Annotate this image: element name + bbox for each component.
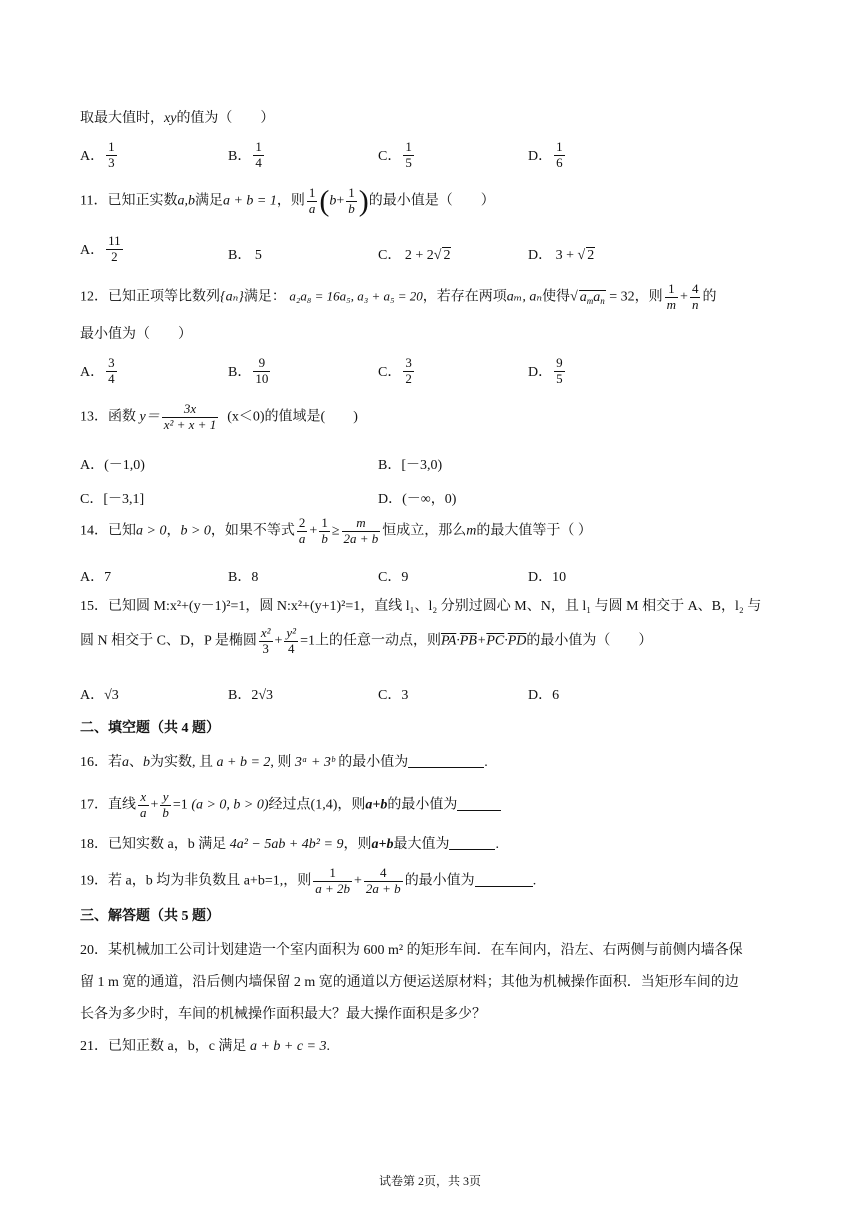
q11-option-d: D． 3 + √ 2	[528, 248, 595, 263]
q14-stem: 14．已知a > 0，b > 0，如果不等式 $\frac{2}{a}$ + $\frac{1}{b}$ ≥ $\frac{m}{2a + b}$ 恒成立，那么m的最大值等于（ ）	[80, 515, 592, 546]
q11-option-b: B． 5	[228, 248, 262, 263]
option-fraction	[253, 356, 270, 387]
q17-stem: 17．直线 $\frac{x}{a}$ + $\frac{y}{b}$ =1 (a > 0, b > 0)经过点(1,4)，则a+b的最小值为	[80, 790, 501, 821]
q15-option-d	[528, 684, 559, 704]
frac-den: x² + x + 1	[163, 416, 217, 432]
q11-frac-1-over-a: $\frac{1}{a}$	[308, 185, 316, 216]
q18-answer-blank[interactable]	[449, 839, 495, 850]
option-label: B．	[228, 248, 252, 263]
q15-line2-c: 的最小值为（ ）	[526, 633, 653, 649]
frac-den: 3	[108, 154, 115, 170]
option-fraction	[403, 356, 414, 387]
option-label: D．	[528, 688, 553, 703]
q14-frac-1-over-b: $\frac{1}{b}$	[321, 515, 328, 546]
q13-cond: (x＜0)的值域是( )	[227, 409, 358, 425]
option-value: 3	[401, 688, 409, 703]
q14-m: m	[466, 523, 477, 539]
frac-num: 3	[108, 355, 115, 370]
q13-option-a: A．(－1,0)	[80, 458, 145, 473]
q14-tail: 恒成立，那么	[382, 523, 467, 539]
q11-vars: a,b	[177, 193, 195, 209]
q21-prefix: 21．已知正数 a，b，c 满足	[80, 1039, 247, 1054]
frac-num: 3	[405, 355, 412, 370]
q21-stem	[80, 1040, 330, 1054]
q15-option-c	[378, 684, 408, 704]
q15-option-a	[80, 684, 119, 704]
option-value: 2√3	[251, 688, 274, 703]
option-fraction	[106, 356, 117, 387]
q17-mid: 经过点	[268, 797, 311, 813]
option-label: A．	[80, 365, 105, 381]
q14-sep: ，	[166, 523, 181, 539]
q15-line2-a: 圆 N 相交于 C、D，P 是椭圆	[80, 633, 257, 649]
q12-terms: aₘ, aₙ	[506, 289, 543, 305]
q12-option-b	[228, 356, 272, 387]
q11-tail: 的最小值是（ ）	[368, 193, 495, 209]
q15-line1: 15．已知圆 M:x²+(y－1)²=1，圆 N:x²+(y+1)²=1，直线 l₁、l₂ 分别过圆心 M、N，且 l₁ 与圆 M 相交于 A、B，l₂ 与	[80, 599, 762, 614]
frac-num: 1	[556, 139, 563, 154]
frac-den: 5	[405, 154, 412, 170]
q11-prefix: 11．已知正实数	[80, 193, 178, 209]
q12-frac-4-over-n: $\frac{4}{n}$	[691, 281, 699, 312]
q19-frac-4: $\frac{4}{2a + b}$	[365, 865, 401, 896]
frac-num: 1	[108, 139, 115, 154]
q12-cond: a₂a₈ = 16a₅, a₃ + a₅ = 20	[289, 288, 423, 304]
q18-prefix: 18．已知实数 a，b 满足	[80, 837, 227, 852]
q18-end: .	[495, 837, 499, 852]
q10-option-a	[80, 140, 119, 171]
q16-stem	[80, 756, 488, 770]
q13-option-d: D．(－∞，0)	[378, 492, 457, 507]
q19-frac-1: $\frac{1}{a + 2b}$	[315, 865, 350, 896]
q20-line1: 20．某机械加工公司计划建造一个室内面积为 600 m² 的矩形车间．在车间内，沿左、右两侧与前侧内墙各保	[80, 943, 743, 958]
q13-fraction	[162, 402, 218, 433]
q16-cond: a + b = 2	[216, 755, 271, 770]
q17-cond: (a > 0, b > 0)	[191, 797, 269, 813]
q14-option-c: C．9	[378, 570, 409, 585]
q10-stem-end: 的值为（ ）	[176, 111, 275, 126]
q16-answer-blank[interactable]	[408, 757, 484, 768]
q18-eq: 4a² − 5ab + 4b² = 9	[229, 837, 344, 852]
q21-end: .	[326, 1039, 330, 1054]
q14-mid: ，如果不等式	[210, 523, 295, 539]
q17-tail: 的最小值为	[387, 797, 458, 813]
q19-answer-blank[interactable]	[475, 876, 533, 887]
q19-end: .	[532, 873, 537, 889]
q17-frac-x-a: $\frac{x}{a}$	[140, 789, 147, 820]
q20-line3: 长各为多少时，车间的机械操作面积最大？最大操作面积是多少？	[80, 1007, 486, 1022]
option-label: C．	[378, 365, 402, 381]
q12-mid2: ，若存在两项	[422, 289, 507, 305]
option-fraction: $\frac{11}{2}$	[108, 233, 121, 264]
q12-option-a	[80, 356, 119, 387]
q16-tail: 的最小值为	[338, 755, 409, 770]
q14-frac-m: $\frac{m}{2a + b}$	[343, 515, 379, 546]
option-fraction	[106, 140, 117, 171]
frac-den: 6	[556, 154, 563, 170]
q14-prefix: 14．已知	[80, 523, 136, 539]
q13-option-c: C．[－3,1]	[80, 492, 145, 507]
q11-cond: a + b = 1	[222, 193, 277, 209]
q17-ab: a+b	[365, 797, 388, 813]
q12-option-c	[378, 356, 416, 387]
q16-sep: 、	[129, 755, 143, 770]
option-label: A．	[80, 688, 105, 703]
q19-stem: 19．若 a，b 均为非负数且 a+b=1,，则 $\frac{1}{a + 2b}$ + $\frac{4}{2a + b}$ 的最小值为 .	[80, 865, 537, 896]
option-label: A．	[80, 149, 105, 165]
q19-prefix: 19．若 a，b 均为非负数且 a+b=1,，则	[80, 873, 312, 889]
q12-stem: 12．已知正项等比数列{aₙ}满足： a₂a₈ = 16a₅, a₃ + a₅ = 20，若存在两项aₘ, aₙ使得√ $a_ma_n = 32$，则 $\frac{1}{m}$ + $\frac{4}{n}$ 的	[80, 281, 717, 312]
q12-tail: 的	[702, 289, 717, 305]
q14-option-b: B．8	[228, 570, 259, 585]
option-label: C．	[378, 248, 402, 263]
q10-option-c	[378, 140, 416, 171]
q10-var: xy	[164, 111, 177, 126]
option-label: C．	[378, 149, 402, 165]
q12-mid: 满足：	[243, 289, 286, 305]
q15-option-b	[228, 684, 273, 704]
option-label: D．	[528, 365, 553, 381]
q10-stem-text: 取最大值时，	[80, 111, 164, 126]
frac-num: 9	[556, 355, 563, 370]
option-label: A．	[80, 243, 105, 259]
q16-end: .	[484, 755, 488, 770]
q18-ab: a+b	[371, 837, 394, 852]
q15-frac-y2-4: $\frac{\text{y²}}{4}$	[286, 625, 297, 656]
q10-stem	[80, 112, 274, 126]
option-label: D．	[528, 248, 553, 263]
option-label: D．	[528, 149, 553, 165]
q11-cond-text: 满足	[194, 193, 223, 209]
q14-option-a: A．7	[80, 570, 112, 585]
frac-den: 2	[405, 370, 412, 386]
q16-a: a	[122, 755, 129, 770]
q16-mid: 为实数, 且	[150, 755, 213, 770]
option-value: √3	[104, 688, 119, 703]
q17-mid2: ，则	[337, 797, 366, 813]
q13-prefix: 13．函数	[80, 409, 136, 425]
q12-line2: 最小值为（ ）	[80, 327, 192, 342]
q13-stem	[80, 402, 358, 433]
q14-c1: a > 0	[136, 523, 167, 539]
section-heading-solutions: 三、解答题（共 5 题）	[80, 909, 220, 924]
frac-den: 4	[108, 370, 115, 386]
q11-frac-1-over-b: $\frac{1}{b}$	[348, 185, 355, 216]
q15-line2-b: 上的任意一动点，则	[314, 633, 441, 649]
q12-prefix: 12．已知正项等比数列	[80, 289, 220, 305]
q11-stem: 11．已知正实数a,b满足a + b = 1，则 $\frac{1}{a}$ (b+ $\frac{1}{b}$ )的最小值是（ ）	[80, 184, 495, 218]
frac-den: 4	[255, 154, 262, 170]
q14-end: 的最大值等于（ ）	[476, 523, 592, 539]
q20-line2: 留 1 m 宽的通道，沿后侧内墙保留 2 m 宽的通道以方便运送原材料；其他为机械操作面积．当矩形车间的边	[80, 975, 739, 990]
frac-den: 10	[255, 370, 269, 386]
frac-num: 1	[255, 139, 262, 154]
q16-prefix: 16．若	[80, 755, 122, 770]
option-label: B．	[228, 149, 252, 165]
option-label: B．	[228, 688, 252, 703]
q12-option-d	[528, 356, 567, 387]
frac-den: 5	[556, 370, 563, 386]
q13-option-b: B．[－3,0)	[378, 458, 443, 473]
option-label: B．	[228, 365, 252, 381]
q21-cond: a + b + c = 3	[249, 1039, 327, 1054]
q12-mid4: ，则	[634, 289, 663, 305]
frac-num: 1	[405, 139, 412, 154]
q18-mid: ，则	[343, 837, 372, 852]
q14-option-d: D．10	[528, 570, 567, 585]
q17-prefix: 17．直线	[80, 797, 136, 813]
q12-eq: = 32	[609, 289, 635, 305]
q14-c2: b > 0	[180, 523, 211, 539]
q11-option-c: C． 2 + 2√ 2	[378, 248, 451, 263]
option-label: C．	[378, 688, 402, 703]
q15-line2: 圆 N 相交于 C、D，P 是椭圆 $\frac{\text{x²}}{3}$ + $\frac{\text{y²}}{4}$ =1上的任意一动点，则$\overline{PA}\cdot\overline{PB}+\overline{PC}\cdot\overline{PD}$的最小值为（ ）	[80, 625, 653, 656]
q16-b: b	[143, 755, 150, 770]
q16-mid2: , 则	[270, 755, 292, 770]
option-fraction	[253, 140, 264, 171]
q18-tail: 最大值为	[393, 837, 450, 852]
q11-then: ，则	[276, 193, 305, 209]
option-fraction	[554, 356, 565, 387]
q16-expr: 3ᵃ + 3ᵇ	[294, 755, 335, 770]
q10-option-d	[528, 140, 567, 171]
q19-tail: 的最小值为	[404, 873, 475, 889]
q18-stem	[80, 838, 499, 852]
q13-y: y＝	[139, 409, 160, 425]
option-fraction	[403, 140, 414, 171]
q11-option-a	[80, 234, 125, 265]
q17-answer-blank[interactable]	[457, 800, 501, 811]
frac-num: 3x	[162, 402, 218, 418]
page-footer: 试卷第 2页，共 3页	[378, 1174, 481, 1188]
q12-seq: {aₙ}	[220, 289, 244, 305]
section-heading-fill-in: 二、填空题（共 4 题）	[80, 721, 220, 736]
q14-frac-2-over-a: $\frac{2}{a}$	[298, 515, 306, 546]
q17-point: (1,4)	[310, 797, 338, 813]
q12-frac-1-over-m: $\frac{1}{m}$	[666, 281, 677, 312]
q17-frac-y-b: $\frac{y}{b}$	[162, 789, 169, 820]
frac-num: 9	[253, 356, 270, 372]
q12-mid3: 使得	[542, 289, 571, 305]
option-fraction	[554, 140, 565, 171]
option-value: 6	[552, 688, 560, 703]
q10-option-b	[228, 140, 266, 171]
q15-frac-x2-3: $\frac{\text{x²}}{3}$	[260, 625, 271, 656]
